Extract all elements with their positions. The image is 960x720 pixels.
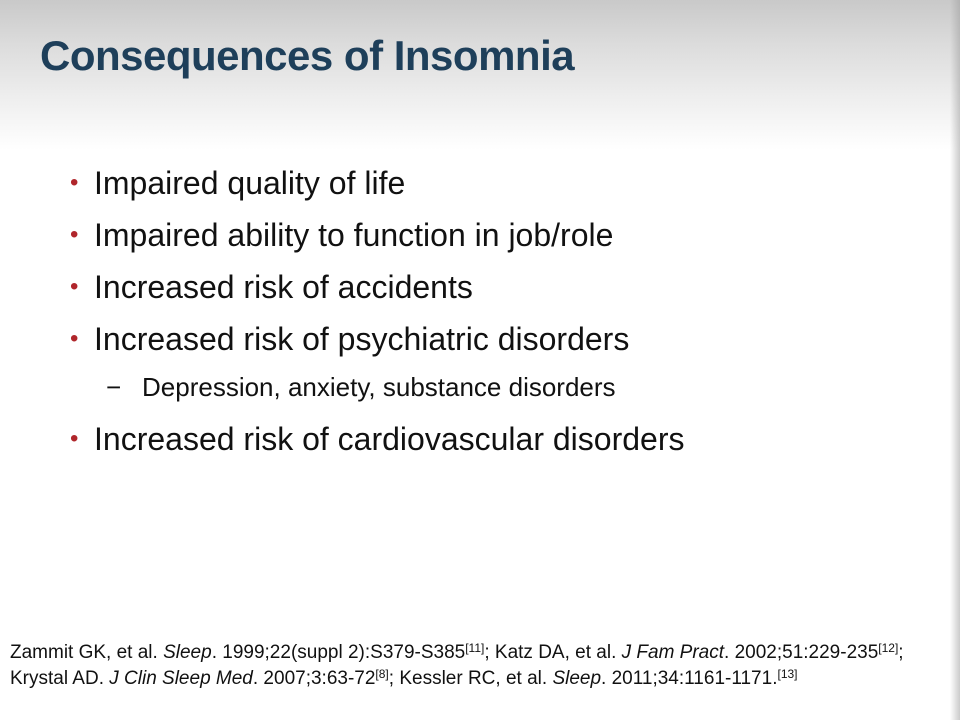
bullet-text: Impaired ability to function in job/role xyxy=(94,217,614,253)
slide-title: Consequences of Insomnia xyxy=(40,32,575,79)
ref-number: [13] xyxy=(777,667,798,681)
bullet-list xyxy=(70,160,930,468)
sub-bullet-text: Depression, anxiety, substance disorders xyxy=(142,372,616,402)
ref-author: ; Krystal AD. xyxy=(10,642,904,689)
ref-citation: . 2007;3:63-72 xyxy=(252,668,376,689)
ref-journal: J Clin Sleep Med xyxy=(109,668,253,689)
bullet-item xyxy=(70,212,930,264)
ref-journal: J Fam Pract xyxy=(621,642,725,663)
ref-number: [11] xyxy=(465,641,485,655)
bullet-text: Increased risk of cardiovascular disorders xyxy=(94,421,685,457)
bullet-item xyxy=(70,264,930,316)
ref-number: [8] xyxy=(375,667,389,681)
bullet-item xyxy=(70,316,930,368)
references xyxy=(10,640,940,692)
ref-citation: . 2011;34:1161-1171. xyxy=(601,668,778,689)
bullet-item xyxy=(70,416,930,468)
bullet-item xyxy=(70,160,930,212)
bullet-marker: • xyxy=(70,221,79,248)
slide-edge-shadow xyxy=(950,0,960,720)
ref-journal: Sleep xyxy=(163,642,212,663)
ref-journal: Sleep xyxy=(552,668,602,689)
ref-author: ; Kessler RC, et al. xyxy=(388,668,553,689)
bullet-text: Increased risk of accidents xyxy=(94,269,473,305)
bullet-marker: • xyxy=(70,425,79,452)
bullet-marker: • xyxy=(70,273,79,300)
ref-citation: . 1999;22(suppl 2):S379-S385 xyxy=(211,642,466,663)
bullet-marker: • xyxy=(70,325,79,352)
bullet-text: Impaired quality of life xyxy=(94,165,406,201)
ref-author: ; Katz DA, et al. xyxy=(484,642,622,663)
ref-citation: . 2002;51:229-235 xyxy=(724,642,879,663)
sub-bullet-item xyxy=(70,368,930,416)
bullet-text: Increased risk of psychiatric disorders xyxy=(94,321,630,357)
ref-number: [12] xyxy=(878,641,899,655)
sub-bullet-marker: − xyxy=(106,372,122,402)
ref-author: Zammit GK, et al. xyxy=(10,642,164,663)
bullet-marker: • xyxy=(70,169,79,196)
